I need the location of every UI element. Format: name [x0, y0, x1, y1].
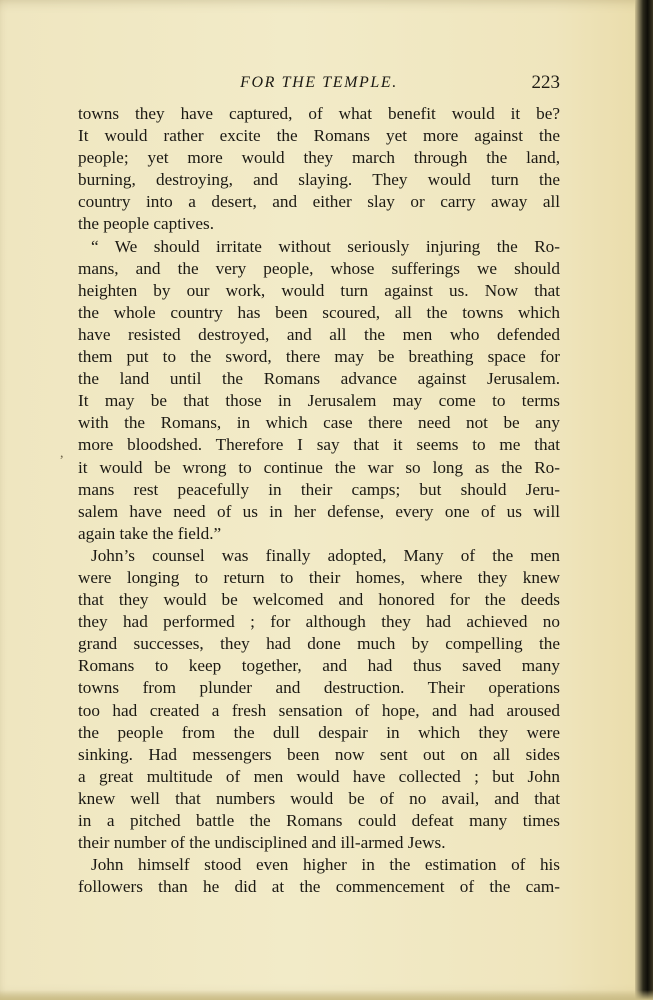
text-line: followers than he did at the commencement of the cam-	[78, 877, 560, 897]
text-line: them put to the sword, there may be breathing space for	[78, 347, 560, 367]
text-line: mans, and the very people, whose sufferings we should	[78, 258, 560, 278]
text-line: their number of the undisciplined and ill-armed Jews.	[78, 833, 446, 853]
text-line: the people captives.	[78, 214, 215, 234]
text-line: with the Romans, in which case there need not be any	[78, 413, 560, 433]
text-line: John himself stood even higher in the estimation of his	[91, 855, 560, 875]
text-line: burning, destroying, and slaying. They would turn the	[78, 170, 560, 190]
text-line: heighten by our work, would turn against us. Now that	[78, 280, 560, 300]
text-line: Romans to keep together, and had thus saved many	[78, 656, 560, 676]
text-line: country into a desert, and either slay or carry away all	[78, 192, 560, 212]
text-line: sinking. Had messengers been now sent out on all sides	[78, 744, 560, 764]
margin-mark: ,	[60, 446, 64, 461]
text-line: It would rather excite the Romans yet more against the	[78, 126, 560, 146]
text-line: knew well that numbers would be of no avail, and that	[78, 788, 560, 808]
text-line: towns they have captured, of what benefit would it be?	[78, 104, 560, 123]
text-line: It may be that those in Jerusalem may come to terms	[78, 391, 560, 411]
text-line: that they would be welcomed and honored for the deeds	[78, 590, 560, 610]
page-bottom-edge	[0, 990, 653, 1000]
text-line: again take the field.”	[78, 523, 222, 543]
text-line: more bloodshed. Therefore I say that it seems to me that	[78, 435, 560, 455]
text-line: in a pitched battle the Romans could defeat many times	[78, 811, 560, 830]
text-line: the people from the dull despair in which they were	[78, 722, 560, 742]
text-line: John’s counsel was finally adopted, Many of the men	[91, 545, 560, 565]
page-header	[78, 70, 560, 96]
text-line: a great multitude of men would have collected ; but John	[78, 766, 560, 786]
text-line: salem have need of us in her defense, every one of us will	[78, 501, 560, 521]
text-line: have resisted destroyed, and all the men who defended	[78, 324, 560, 344]
body-text	[78, 103, 560, 898]
text-line: mans rest peacefully in their camps; but should Jeru-	[78, 479, 560, 499]
page-number: 223	[531, 72, 560, 93]
text-line: “ We should irritate without seriously injuring the Ro-	[91, 236, 560, 256]
running-head: FOR THE TEMPLE.	[240, 74, 398, 91]
text-line: the whole country has been scoured, all the towns which	[78, 302, 560, 322]
binding-edge	[635, 0, 653, 1000]
text-line: were longing to return to their homes, where they knew	[78, 567, 560, 587]
text-line: the land until the Romans advance against Jerusalem.	[78, 369, 560, 389]
text-line: towns from plunder and destruction. Their operations	[78, 678, 560, 698]
text-line: it would be wrong to continue the war so long as the Ro-	[78, 457, 560, 477]
text-line: they had performed ; for although they had achieved no	[78, 612, 560, 632]
text-line: grand successes, they had done much by compelling the	[78, 634, 560, 654]
text-line: too had created a fresh sensation of hope, and had aroused	[78, 700, 560, 720]
text-line: people; yet more would they march through the land,	[78, 148, 560, 168]
